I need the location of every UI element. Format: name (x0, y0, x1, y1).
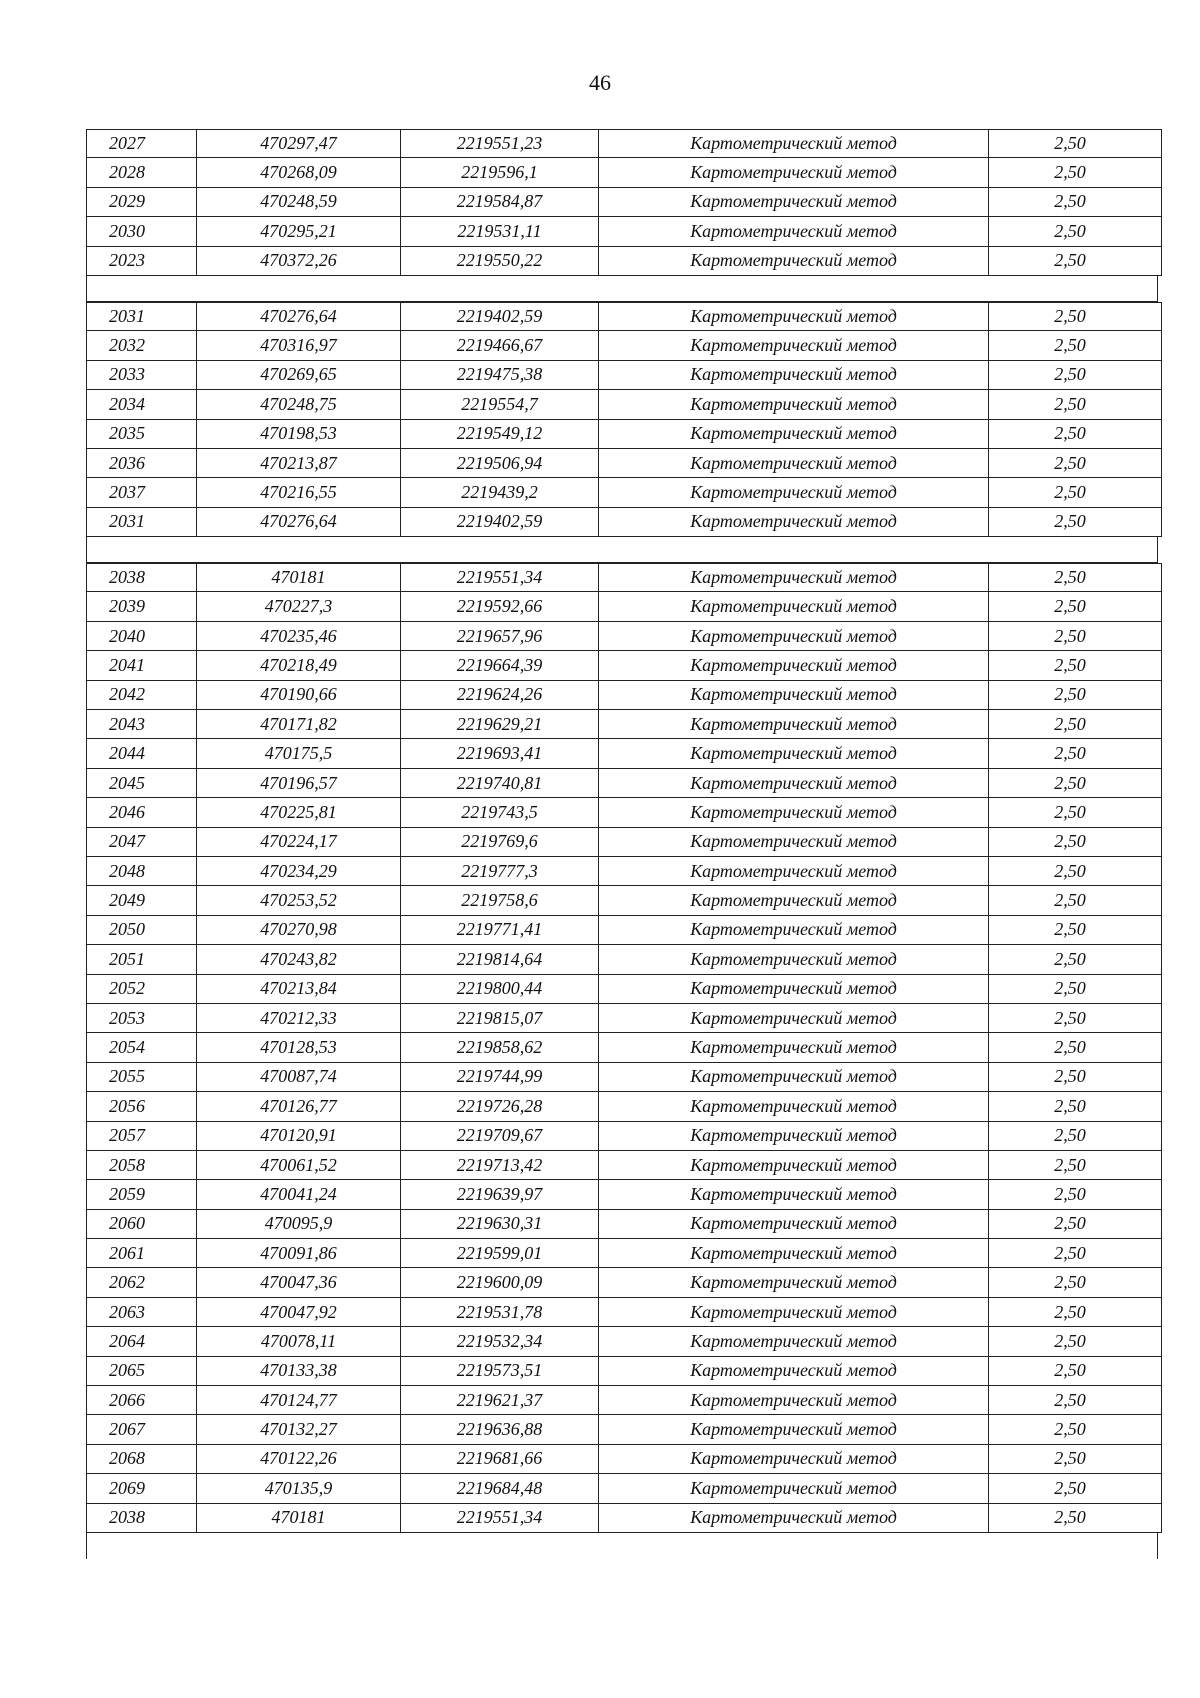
point-number-cell: 2027 (86, 130, 196, 157)
method-cell: Картометрический метод (598, 1386, 988, 1414)
method-cell: Картометрический метод (598, 1327, 988, 1355)
group-separator-row (86, 276, 1158, 302)
point-number-cell: 2040 (86, 622, 196, 650)
x-coordinate-cell: 470133,38 (196, 1357, 400, 1385)
x-coordinate-cell: 470276,64 (196, 508, 400, 536)
point-number-cell: 2028 (86, 158, 196, 186)
x-coordinate-cell: 470181 (196, 564, 400, 591)
y-coordinate-cell: 2219600,09 (400, 1268, 598, 1296)
table-row (86, 1504, 1162, 1533)
accuracy-cell: 2,50 (988, 1504, 1162, 1532)
point-number-cell: 2063 (86, 1298, 196, 1326)
method-cell: Картометрический метод (598, 1445, 988, 1473)
method-cell: Картометрический метод (598, 1151, 988, 1179)
method-cell: Картометрический метод (598, 1298, 988, 1326)
method-cell: Картометрический метод (598, 710, 988, 738)
method-cell: Картометрический метод (598, 1474, 988, 1502)
table-row (86, 975, 1162, 1004)
x-coordinate-cell: 470175,5 (196, 739, 400, 767)
x-coordinate-cell: 470234,29 (196, 857, 400, 885)
x-coordinate-cell: 470253,52 (196, 886, 400, 914)
table-row (86, 1033, 1162, 1062)
point-number-cell: 2048 (86, 857, 196, 885)
table-row (86, 390, 1162, 419)
x-coordinate-cell: 470218,49 (196, 651, 400, 679)
table-row (86, 1415, 1162, 1444)
accuracy-cell: 2,50 (988, 592, 1162, 620)
y-coordinate-cell: 2219506,94 (400, 449, 598, 477)
point-number-cell: 2062 (86, 1268, 196, 1296)
point-number-cell: 2038 (86, 1504, 196, 1532)
x-coordinate-cell: 470216,55 (196, 478, 400, 506)
method-cell: Картометрический метод (598, 420, 988, 448)
point-number-cell: 2054 (86, 1033, 196, 1061)
point-number-cell: 2066 (86, 1386, 196, 1414)
point-number-cell: 2053 (86, 1004, 196, 1032)
table-row (86, 331, 1162, 360)
table-row (86, 1151, 1162, 1180)
method-cell: Картометрический метод (598, 361, 988, 389)
y-coordinate-cell: 2219550,22 (400, 247, 598, 275)
point-number-cell: 2046 (86, 798, 196, 826)
method-cell: Картометрический метод (598, 622, 988, 650)
x-coordinate-cell: 470276,64 (196, 303, 400, 330)
y-coordinate-cell: 2219466,67 (400, 331, 598, 359)
point-number-cell: 2044 (86, 739, 196, 767)
method-cell: Картометрический метод (598, 1415, 988, 1443)
point-number-cell: 2051 (86, 945, 196, 973)
x-coordinate-cell: 470196,57 (196, 769, 400, 797)
accuracy-cell: 2,50 (988, 478, 1162, 506)
x-coordinate-cell: 470297,47 (196, 130, 400, 157)
point-number-cell: 2065 (86, 1357, 196, 1385)
method-cell: Картометрический метод (598, 1239, 988, 1267)
method-cell: Картометрический метод (598, 1033, 988, 1061)
method-cell: Картометрический метод (598, 857, 988, 885)
y-coordinate-cell: 2219800,44 (400, 975, 598, 1003)
accuracy-cell: 2,50 (988, 1033, 1162, 1061)
accuracy-cell: 2,50 (988, 739, 1162, 767)
table-row (86, 681, 1162, 710)
point-number-cell: 2045 (86, 769, 196, 797)
table-row (86, 478, 1162, 507)
y-coordinate-cell: 2219693,41 (400, 739, 598, 767)
accuracy-cell: 2,50 (988, 769, 1162, 797)
point-number-cell: 2067 (86, 1415, 196, 1443)
x-coordinate-cell: 470227,3 (196, 592, 400, 620)
accuracy-cell: 2,50 (988, 945, 1162, 973)
table-row (86, 188, 1162, 217)
y-coordinate-cell: 2219744,99 (400, 1063, 598, 1091)
x-coordinate-cell: 470224,17 (196, 828, 400, 856)
point-number-cell: 2042 (86, 681, 196, 709)
x-coordinate-cell: 470124,77 (196, 1386, 400, 1414)
method-cell: Картометрический метод (598, 331, 988, 359)
accuracy-cell: 2,50 (988, 1298, 1162, 1326)
table-row (86, 1004, 1162, 1033)
point-number-cell: 2061 (86, 1239, 196, 1267)
table-row (86, 361, 1162, 390)
method-cell: Картометрический метод (598, 1357, 988, 1385)
x-coordinate-cell: 470122,26 (196, 1445, 400, 1473)
accuracy-cell: 2,50 (988, 916, 1162, 944)
y-coordinate-cell: 2219531,11 (400, 217, 598, 245)
accuracy-cell: 2,50 (988, 564, 1162, 591)
table-row (86, 1327, 1162, 1356)
accuracy-cell: 2,50 (988, 390, 1162, 418)
method-cell: Картометрический метод (598, 916, 988, 944)
method-cell: Картометрический метод (598, 798, 988, 826)
y-coordinate-cell: 2219769,6 (400, 828, 598, 856)
accuracy-cell: 2,50 (988, 188, 1162, 216)
accuracy-cell: 2,50 (988, 130, 1162, 157)
y-coordinate-cell: 2219551,34 (400, 564, 598, 591)
method-cell: Картометрический метод (598, 1063, 988, 1091)
y-coordinate-cell: 2219740,81 (400, 769, 598, 797)
accuracy-cell: 2,50 (988, 1210, 1162, 1238)
x-coordinate-cell: 470225,81 (196, 798, 400, 826)
accuracy-cell: 2,50 (988, 420, 1162, 448)
method-cell: Картометрический метод (598, 769, 988, 797)
x-coordinate-cell: 470171,82 (196, 710, 400, 738)
accuracy-cell: 2,50 (988, 622, 1162, 650)
group-separator-row (86, 537, 1158, 563)
y-coordinate-cell: 2219621,37 (400, 1386, 598, 1414)
y-coordinate-cell: 2219726,28 (400, 1092, 598, 1120)
point-number-cell: 2031 (86, 508, 196, 536)
table-row (86, 158, 1162, 187)
point-number-cell: 2055 (86, 1063, 196, 1091)
y-coordinate-cell: 2219532,34 (400, 1327, 598, 1355)
method-cell: Картометрический метод (598, 681, 988, 709)
x-coordinate-cell: 470213,87 (196, 449, 400, 477)
accuracy-cell: 2,50 (988, 1180, 1162, 1208)
x-coordinate-cell: 470095,9 (196, 1210, 400, 1238)
y-coordinate-cell: 2219531,78 (400, 1298, 598, 1326)
method-cell: Картометрический метод (598, 945, 988, 973)
y-coordinate-cell: 2219624,26 (400, 681, 598, 709)
table-row (86, 1474, 1162, 1503)
table-row (86, 217, 1162, 246)
y-coordinate-cell: 2219713,42 (400, 1151, 598, 1179)
table-row (86, 563, 1162, 592)
method-cell: Картометрический метод (598, 217, 988, 245)
method-cell: Картометрический метод (598, 1504, 988, 1532)
method-cell: Картометрический метод (598, 739, 988, 767)
y-coordinate-cell: 2219815,07 (400, 1004, 598, 1032)
method-cell: Картометрический метод (598, 130, 988, 157)
point-number-cell: 2049 (86, 886, 196, 914)
accuracy-cell: 2,50 (988, 217, 1162, 245)
table-row (86, 828, 1162, 857)
accuracy-cell: 2,50 (988, 247, 1162, 275)
x-coordinate-cell: 470213,84 (196, 975, 400, 1003)
y-coordinate-cell: 2219439,2 (400, 478, 598, 506)
page-number: 46 (589, 70, 611, 95)
x-coordinate-cell: 470268,09 (196, 158, 400, 186)
table-row (86, 651, 1162, 680)
y-coordinate-cell: 2219475,38 (400, 361, 598, 389)
y-coordinate-cell: 2219858,62 (400, 1033, 598, 1061)
y-coordinate-cell: 2219551,23 (400, 130, 598, 157)
x-coordinate-cell: 470047,36 (196, 1268, 400, 1296)
x-coordinate-cell: 470087,74 (196, 1063, 400, 1091)
accuracy-cell: 2,50 (988, 828, 1162, 856)
table-row (86, 1268, 1162, 1297)
table-row (86, 1357, 1162, 1386)
table-row (86, 508, 1162, 537)
x-coordinate-cell: 470078,11 (196, 1327, 400, 1355)
accuracy-cell: 2,50 (988, 361, 1162, 389)
table-row (86, 710, 1162, 739)
x-coordinate-cell: 470316,97 (196, 331, 400, 359)
table-row (86, 592, 1162, 621)
table-row (86, 857, 1162, 886)
x-coordinate-cell: 470041,24 (196, 1180, 400, 1208)
y-coordinate-cell: 2219657,96 (400, 622, 598, 650)
y-coordinate-cell: 2219758,6 (400, 886, 598, 914)
point-number-cell: 2033 (86, 361, 196, 389)
x-coordinate-cell: 470295,21 (196, 217, 400, 245)
accuracy-cell: 2,50 (988, 1239, 1162, 1267)
point-number-cell: 2030 (86, 217, 196, 245)
method-cell: Картометрический метод (598, 1092, 988, 1120)
point-number-cell: 2057 (86, 1122, 196, 1150)
table-row (86, 798, 1162, 827)
method-cell: Картометрический метод (598, 1180, 988, 1208)
point-number-cell: 2068 (86, 1445, 196, 1473)
x-coordinate-cell: 470235,46 (196, 622, 400, 650)
coordinates-table (86, 129, 1162, 1559)
y-coordinate-cell: 2219709,67 (400, 1122, 598, 1150)
x-coordinate-cell: 470198,53 (196, 420, 400, 448)
point-number-cell: 2047 (86, 828, 196, 856)
point-number-cell: 2039 (86, 592, 196, 620)
y-coordinate-cell: 2219681,66 (400, 1445, 598, 1473)
method-cell: Картометрический метод (598, 975, 988, 1003)
y-coordinate-cell: 2219684,48 (400, 1474, 598, 1502)
point-number-cell: 2059 (86, 1180, 196, 1208)
method-cell: Картометрический метод (598, 1004, 988, 1032)
x-coordinate-cell: 470120,91 (196, 1122, 400, 1150)
method-cell: Картометрический метод (598, 449, 988, 477)
point-number-cell: 2034 (86, 390, 196, 418)
y-coordinate-cell: 2219771,41 (400, 916, 598, 944)
point-number-cell: 2052 (86, 975, 196, 1003)
accuracy-cell: 2,50 (988, 508, 1162, 536)
y-coordinate-cell: 2219551,34 (400, 1504, 598, 1532)
accuracy-cell: 2,50 (988, 1063, 1162, 1091)
y-coordinate-cell: 2219743,5 (400, 798, 598, 826)
table-row (86, 886, 1162, 915)
point-number-cell: 2038 (86, 564, 196, 591)
point-number-cell: 2064 (86, 1327, 196, 1355)
table-row (86, 302, 1162, 331)
accuracy-cell: 2,50 (988, 1474, 1162, 1502)
point-number-cell: 2035 (86, 420, 196, 448)
accuracy-cell: 2,50 (988, 158, 1162, 186)
x-coordinate-cell: 470372,26 (196, 247, 400, 275)
method-cell: Картометрический метод (598, 1268, 988, 1296)
point-number-cell: 2069 (86, 1474, 196, 1502)
y-coordinate-cell: 2219814,64 (400, 945, 598, 973)
table-row (86, 1122, 1162, 1151)
y-coordinate-cell: 2219554,7 (400, 390, 598, 418)
x-coordinate-cell: 470248,75 (196, 390, 400, 418)
method-cell: Картометрический метод (598, 1122, 988, 1150)
table-row (86, 420, 1162, 449)
table-row (86, 1210, 1162, 1239)
table-row (86, 739, 1162, 768)
table-row (86, 247, 1162, 276)
table-row (86, 622, 1162, 651)
accuracy-cell: 2,50 (988, 1415, 1162, 1443)
y-coordinate-cell: 2219777,3 (400, 857, 598, 885)
accuracy-cell: 2,50 (988, 798, 1162, 826)
y-coordinate-cell: 2219636,88 (400, 1415, 598, 1443)
y-coordinate-cell: 2219573,51 (400, 1357, 598, 1385)
x-coordinate-cell: 470061,52 (196, 1151, 400, 1179)
point-number-cell: 2060 (86, 1210, 196, 1238)
method-cell: Картометрический метод (598, 886, 988, 914)
accuracy-cell: 2,50 (988, 710, 1162, 738)
method-cell: Картометрический метод (598, 247, 988, 275)
method-cell: Картометрический метод (598, 1210, 988, 1238)
accuracy-cell: 2,50 (988, 1386, 1162, 1414)
table-row (86, 1298, 1162, 1327)
table-row (86, 1445, 1162, 1474)
y-coordinate-cell: 2219639,97 (400, 1180, 598, 1208)
method-cell: Картометрический метод (598, 651, 988, 679)
table-row (86, 945, 1162, 974)
point-number-cell: 2041 (86, 651, 196, 679)
x-coordinate-cell: 470248,59 (196, 188, 400, 216)
accuracy-cell: 2,50 (988, 651, 1162, 679)
x-coordinate-cell: 470190,66 (196, 681, 400, 709)
y-coordinate-cell: 2219596,1 (400, 158, 598, 186)
method-cell: Картометрический метод (598, 303, 988, 330)
table-row (86, 1063, 1162, 1092)
x-coordinate-cell: 470126,77 (196, 1092, 400, 1120)
accuracy-cell: 2,50 (988, 1004, 1162, 1032)
x-coordinate-cell: 470270,98 (196, 916, 400, 944)
point-number-cell: 2023 (86, 247, 196, 275)
accuracy-cell: 2,50 (988, 1357, 1162, 1385)
x-coordinate-cell: 470181 (196, 1504, 400, 1532)
table-row (86, 129, 1162, 158)
accuracy-cell: 2,50 (988, 303, 1162, 330)
table-row (86, 916, 1162, 945)
table-row (86, 1092, 1162, 1121)
y-coordinate-cell: 2219402,59 (400, 303, 598, 330)
table-row (86, 449, 1162, 478)
x-coordinate-cell: 470128,53 (196, 1033, 400, 1061)
method-cell: Картометрический метод (598, 390, 988, 418)
accuracy-cell: 2,50 (988, 331, 1162, 359)
x-coordinate-cell: 470243,82 (196, 945, 400, 973)
x-coordinate-cell: 470132,27 (196, 1415, 400, 1443)
x-coordinate-cell: 470135,9 (196, 1474, 400, 1502)
method-cell: Картометрический метод (598, 508, 988, 536)
accuracy-cell: 2,50 (988, 1151, 1162, 1179)
accuracy-cell: 2,50 (988, 1122, 1162, 1150)
y-coordinate-cell: 2219599,01 (400, 1239, 598, 1267)
point-number-cell: 2058 (86, 1151, 196, 1179)
x-coordinate-cell: 470091,86 (196, 1239, 400, 1267)
point-number-cell: 2036 (86, 449, 196, 477)
y-coordinate-cell: 2219402,59 (400, 508, 598, 536)
accuracy-cell: 2,50 (988, 975, 1162, 1003)
method-cell: Картометрический метод (598, 828, 988, 856)
x-coordinate-cell: 470212,33 (196, 1004, 400, 1032)
accuracy-cell: 2,50 (988, 449, 1162, 477)
accuracy-cell: 2,50 (988, 857, 1162, 885)
y-coordinate-cell: 2219664,39 (400, 651, 598, 679)
table-continuation (86, 1533, 1158, 1559)
y-coordinate-cell: 2219630,31 (400, 1210, 598, 1238)
point-number-cell: 2037 (86, 478, 196, 506)
table-row (86, 1386, 1162, 1415)
point-number-cell: 2032 (86, 331, 196, 359)
y-coordinate-cell: 2219629,21 (400, 710, 598, 738)
method-cell: Картометрический метод (598, 188, 988, 216)
method-cell: Картометрический метод (598, 158, 988, 186)
point-number-cell: 2050 (86, 916, 196, 944)
y-coordinate-cell: 2219549,12 (400, 420, 598, 448)
x-coordinate-cell: 470047,92 (196, 1298, 400, 1326)
accuracy-cell: 2,50 (988, 886, 1162, 914)
point-number-cell: 2031 (86, 303, 196, 330)
accuracy-cell: 2,50 (988, 681, 1162, 709)
point-number-cell: 2043 (86, 710, 196, 738)
method-cell: Картометрический метод (598, 592, 988, 620)
method-cell: Картометрический метод (598, 564, 988, 591)
accuracy-cell: 2,50 (988, 1327, 1162, 1355)
method-cell: Картометрический метод (598, 478, 988, 506)
table-row (86, 769, 1162, 798)
y-coordinate-cell: 2219584,87 (400, 188, 598, 216)
point-number-cell: 2056 (86, 1092, 196, 1120)
accuracy-cell: 2,50 (988, 1445, 1162, 1473)
x-coordinate-cell: 470269,65 (196, 361, 400, 389)
point-number-cell: 2029 (86, 188, 196, 216)
y-coordinate-cell: 2219592,66 (400, 592, 598, 620)
accuracy-cell: 2,50 (988, 1092, 1162, 1120)
table-row (86, 1180, 1162, 1209)
accuracy-cell: 2,50 (988, 1268, 1162, 1296)
table-row (86, 1239, 1162, 1268)
